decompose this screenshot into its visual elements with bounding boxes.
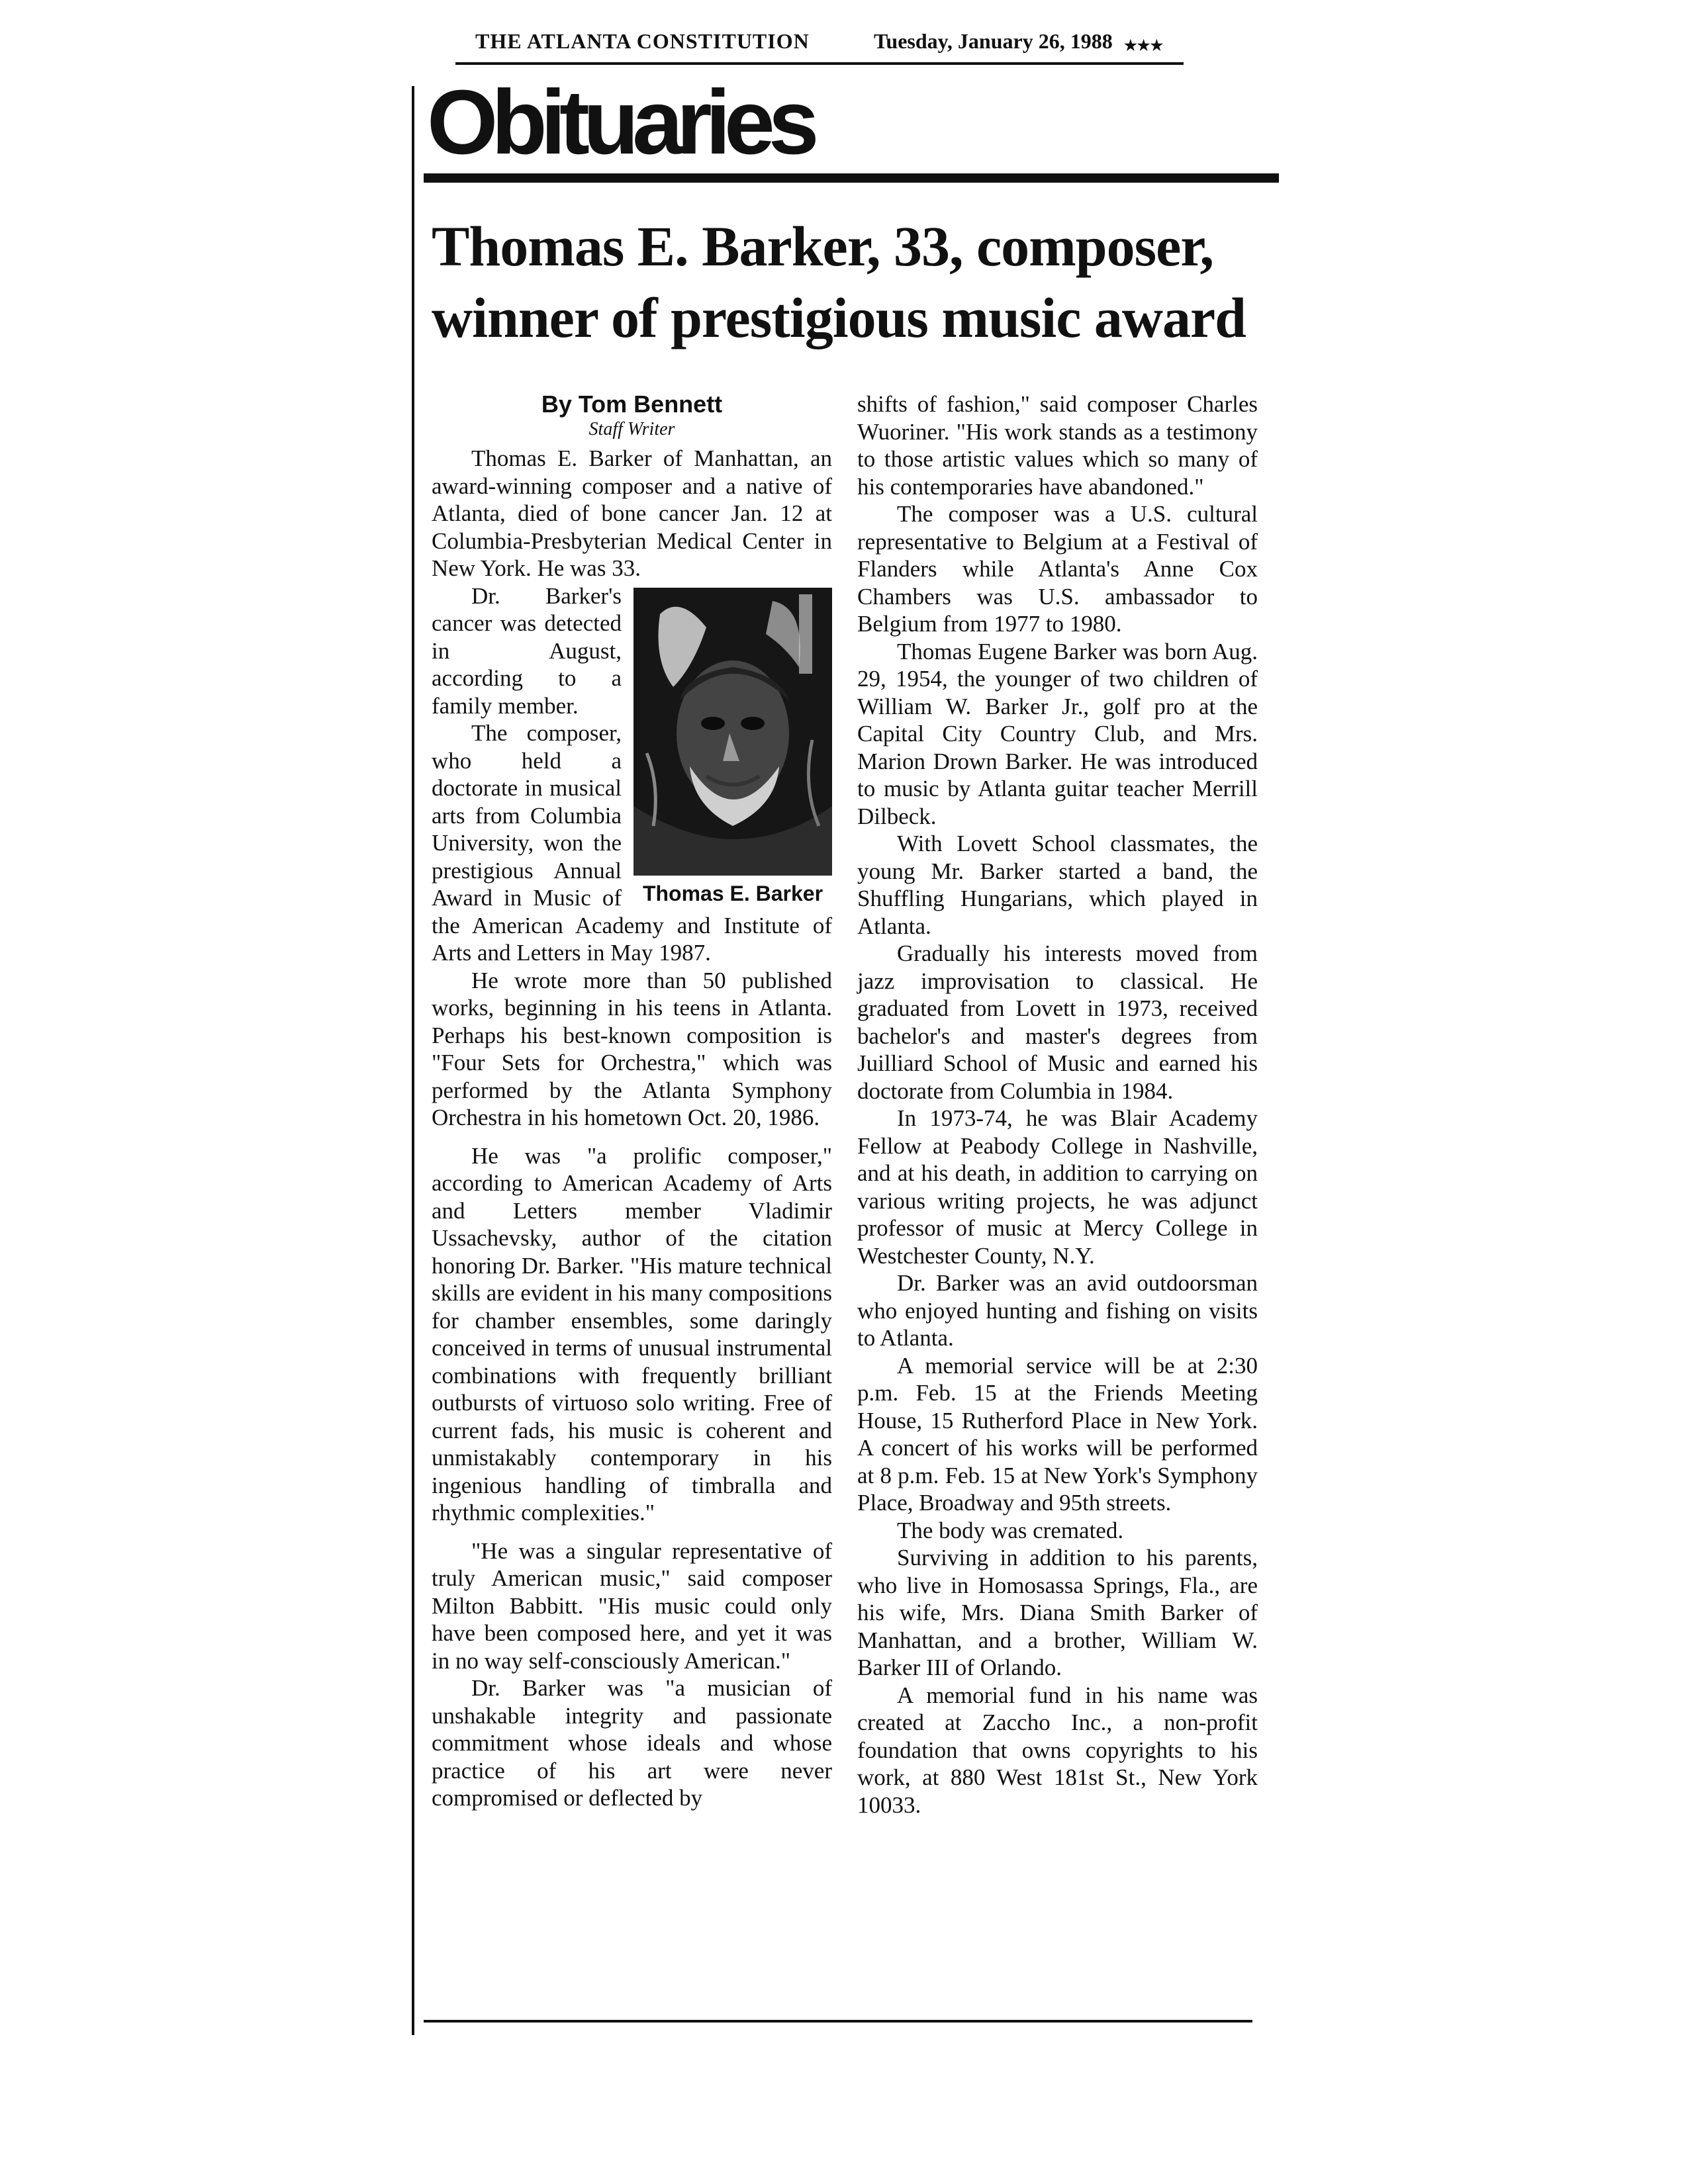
- portrait-image-icon: [633, 588, 832, 876]
- paragraph: The composer was a U.S. cultural representative to Belgium at a Festival of Flanders while Atlanta's Anne Cox Chambers was U.S. ambassador to Belgium from 1977 to 1980.: [857, 501, 1258, 637]
- headline-line-2: winner of prestigious music award: [432, 286, 1246, 349]
- article-headline: [432, 210, 1279, 353]
- masthead: [455, 29, 1184, 65]
- paragraph: With Lovett School classmates, the young Mr. Barker started a band, the Shuffling Hungarians, which played in Atlanta.: [857, 831, 1258, 939]
- paragraph: Thomas E. Barker of Manhattan, an award-winning composer and a native of Atlanta, died of bone cancer Jan. 12 at Columbia-Presbyterian Medical Center in New York. He was 33.: [432, 445, 832, 581]
- paragraph: He wrote more than 50 published works, beginning in his teens in Atlanta. Perhaps his best-known composition is "Four Sets for Orchestra," which was performed by the Atlanta Symphony Orchestra in his hometown Oct. 20, 1986.: [432, 967, 832, 1130]
- publication-date: Tuesday, January 26, 1988: [874, 29, 1113, 53]
- paragraph: Dr. Barker was an avid outdoorsman who enjoyed hunting and fishing on visits to Atlanta.: [857, 1270, 1258, 1351]
- paragraph: The body was cremated.: [897, 1517, 1124, 1543]
- paragraph: A memorial service will be at 2:30 p.m. Feb. 15 at the Friends Meeting House, 15 Rutherford Place in New York. A concert of his works will be performed at 8 p.m. Feb. 15 at New York's Symphony Place, Broadway and 95th streets.: [857, 1352, 1258, 1516]
- section-title: Obituaries: [427, 71, 813, 173]
- newspaper-name: THE ATLANTA CONSTITUTION: [475, 29, 810, 53]
- photo-figure: [633, 588, 832, 906]
- byline: By Tom Bennett: [541, 390, 723, 418]
- paragraph: In 1973-74, he was Blair Academy Fellow at Peabody College in Nashville, and at his death, in addition to carrying on various writing projects, he was adjunct professor of music at Mercy College in Westchester County, N.Y.: [857, 1105, 1258, 1269]
- paragraph: Dr. Barker was "a musician of unshakable integrity and passionate commitment whose ideals and whose practice of his art were never compromised or deflected by: [432, 1675, 832, 1811]
- headline-line-1: Thomas E. Barker, 33, composer,: [432, 214, 1214, 278]
- article-column-right: [857, 390, 1258, 1819]
- byline-title: Staff Writer: [588, 419, 675, 439]
- paragraph: A memorial fund in his name was created at Zaccho Inc., a non-profit foundation that owns copyrights to his work, at 880 West 181st St., New York 10033.: [857, 1682, 1258, 1818]
- paragraph: Surviving in addition to his parents, who live in Homosassa Springs, Fla., are his wife, Mrs. Diana Smith Barker of Manhattan, and a brother, William W. Barker III of Orlando.: [857, 1545, 1258, 1680]
- paragraph: Dr. Barker's cancer was detected in August, according to a family member.: [432, 582, 622, 719]
- paragraph: Gradually his interests moved from jazz improvisation to classical. He graduated from Lovett in 1973, received bachelor's and master's degrees from Juilliard School of Music and earned his doctorate from Columbia in 1984.: [857, 940, 1258, 1104]
- portrait-photo: [633, 588, 832, 876]
- paragraph: The composer, who held a doctorate in musical arts from Columbia University, won the prestigious Annual Award in Music of the American Academy and Institute of Arts and Letters in May 1987.: [432, 720, 832, 966]
- paragraph: "He was a singular representative of truly American music," said composer Milton Babbitt. "His music could only have been composed here, and yet it was in no way self-consciously American.": [432, 1537, 832, 1674]
- paragraph: Thomas Eugene Barker was born Aug. 29, 1954, the younger of two children of William W. Barker Jr., golf pro at the Capital City Country Club, and Mrs. Marion Drown Barker. He was introduced to music by Atlanta guitar teacher Merrill Dilbeck.: [857, 638, 1258, 829]
- article-column-left: [432, 390, 832, 1812]
- edition-stars: ★★★: [1124, 37, 1164, 54]
- paragraph: shifts of fashion," said composer Charles Wuoriner. "His work stands as a testimony to those artistic values which so many of his contemporaries have abandoned.": [857, 391, 1258, 500]
- section-divider: [424, 173, 1279, 183]
- photo-caption: Thomas E. Barker: [642, 881, 823, 905]
- bottom-divider: [424, 2020, 1252, 2023]
- column-rule: [412, 86, 414, 2035]
- paragraph: He was "a prolific composer," according to American Academy of Arts and Letters member Vladimir Ussachevsky, author of the citation honoring Dr. Barker. "His mature technical skills are evident in his many compositions for chamber ensembles, some daringly conceived in terms of unusual instrumental combinations with frequently brilliant outbursts of virtuoso solo writing. Free of current fads, his music is coherent and unmistakably contemporary in his ingenious handling of timbralla and rhythmic complexities.": [432, 1142, 832, 1525]
